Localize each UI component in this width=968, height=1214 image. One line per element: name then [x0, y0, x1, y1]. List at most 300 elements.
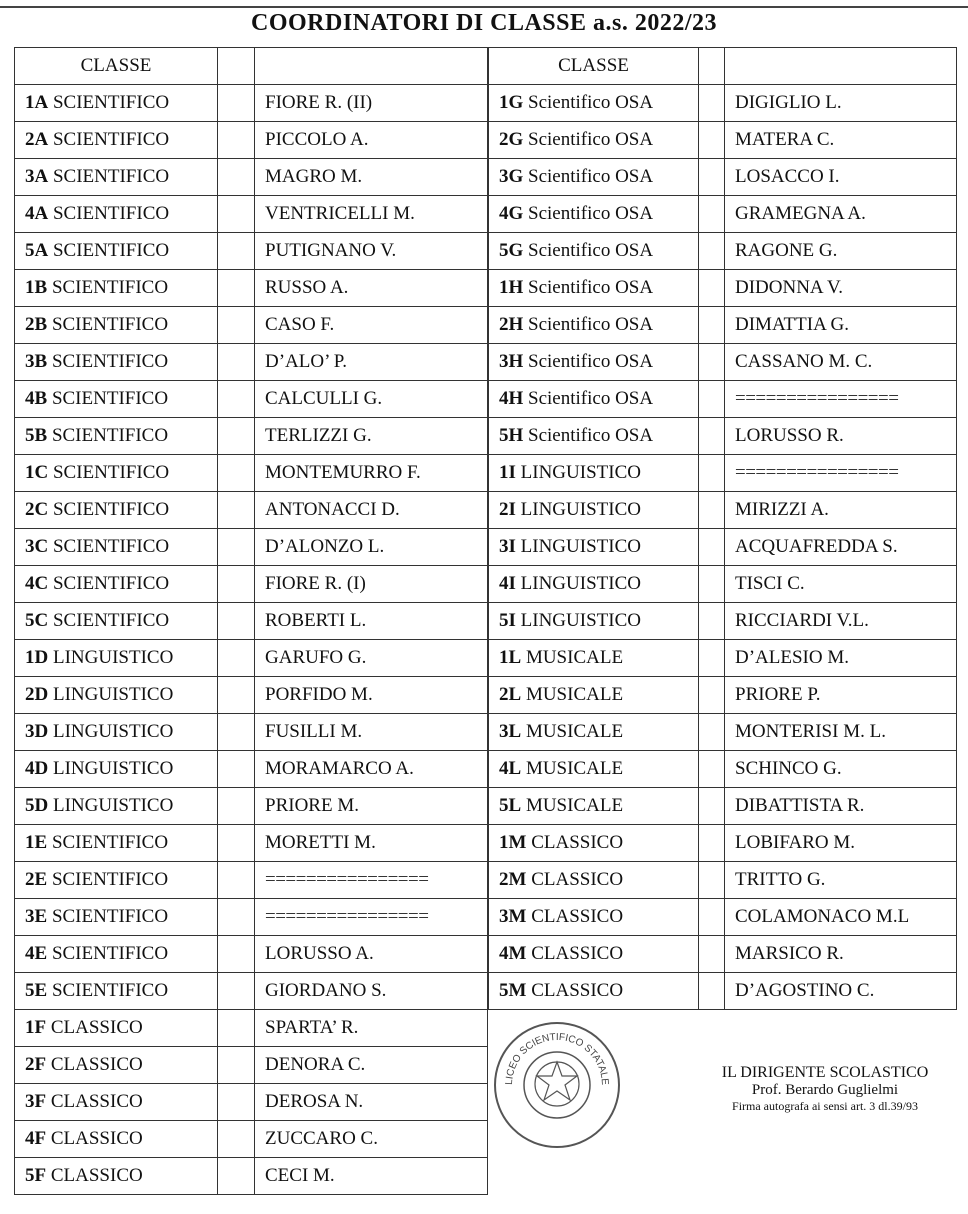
- coordinator-cell: MORETTI M.: [255, 825, 488, 862]
- class-cell: [489, 159, 699, 196]
- table-row: [489, 529, 957, 566]
- spacer-cell: [699, 640, 725, 677]
- class-cell: [489, 640, 699, 677]
- class-cell: [15, 1047, 218, 1084]
- class-type: LINGUISTICO: [520, 499, 641, 520]
- table-row: [489, 936, 957, 973]
- class-cell: [489, 825, 699, 862]
- spacer-cell: [218, 1158, 255, 1195]
- class-cell: [489, 529, 699, 566]
- spacer-cell: [699, 862, 725, 899]
- class-cell: [15, 381, 218, 418]
- table-row: [489, 233, 957, 270]
- spacer-cell: [699, 714, 725, 751]
- table-row: [15, 973, 488, 1010]
- table-row: [489, 418, 957, 455]
- coordinator-cell: RUSSO A.: [255, 270, 488, 307]
- class-cell: [489, 677, 699, 714]
- spacer-cell: [218, 270, 255, 307]
- spacer-cell: [218, 1010, 255, 1047]
- spacer-cell: [218, 307, 255, 344]
- table-row: [15, 1158, 488, 1195]
- table-row: [15, 233, 488, 270]
- spacer-cell: [699, 788, 725, 825]
- table-row: [489, 196, 957, 233]
- class-code: 3M: [499, 906, 527, 927]
- signature-note: Firma autografa ai sensi art. 3 dl.39/93: [732, 1099, 918, 1113]
- table-row: [15, 825, 488, 862]
- class-type: CLASSICO: [50, 1017, 143, 1038]
- class-type: CLASSICO: [531, 832, 624, 853]
- spacer-cell: [218, 566, 255, 603]
- table-row: [15, 455, 488, 492]
- coordinator-cell: LORUSSO A.: [255, 936, 488, 973]
- spacer-cell: [218, 714, 255, 751]
- coordinator-cell: D’AGOSTINO C.: [725, 973, 957, 1010]
- table-row: [15, 529, 488, 566]
- coordinator-cell: MAGRO M.: [255, 159, 488, 196]
- class-type: Scientifico OSA: [528, 425, 654, 446]
- coordinator-cell: ROBERTI L.: [255, 603, 488, 640]
- class-type: SCIENTIFICO: [52, 462, 170, 483]
- table-row: [15, 603, 488, 640]
- coordinator-cell: PICCOLO A.: [255, 122, 488, 159]
- table-row: [15, 1010, 488, 1047]
- spacer-cell: [699, 455, 725, 492]
- coordinator-cell: SPARTA’ R.: [255, 1010, 488, 1047]
- class-cell: [489, 566, 699, 603]
- class-type: MUSICALE: [525, 721, 624, 742]
- class-code: 5G: [499, 240, 524, 261]
- class-cell: [489, 122, 699, 159]
- class-code: 4L: [499, 758, 522, 779]
- coordinator-cell: PUTIGNANO V.: [255, 233, 488, 270]
- table-row: [15, 788, 488, 825]
- table-row: [489, 640, 957, 677]
- class-type: Scientifico OSA: [528, 314, 654, 335]
- class-cell: [15, 233, 218, 270]
- table-row: [15, 936, 488, 973]
- spacer-cell: [699, 233, 725, 270]
- class-cell: [15, 788, 218, 825]
- table-row: [489, 344, 957, 381]
- class-cell: [489, 233, 699, 270]
- class-type: CLASSICO: [50, 1054, 143, 1075]
- spacer-cell: [699, 122, 725, 159]
- class-code: 5L: [499, 795, 522, 816]
- coordinator-cell: DIMATTIA G.: [725, 307, 957, 344]
- table-row: [15, 307, 488, 344]
- spacer-cell: [699, 492, 725, 529]
- class-type: SCIENTIFICO: [51, 869, 169, 890]
- class-code: 2H: [499, 314, 524, 335]
- class-type: CLASSICO: [531, 980, 624, 1001]
- table-row: [489, 85, 957, 122]
- coordinator-cell: TERLIZZI G.: [255, 418, 488, 455]
- spacer-cell: [218, 122, 255, 159]
- table-row: [15, 159, 488, 196]
- class-type: SCIENTIFICO: [52, 536, 170, 557]
- class-type: SCIENTIFICO: [51, 832, 169, 853]
- class-code: 4H: [499, 388, 524, 409]
- class-code: 4B: [25, 388, 48, 409]
- class-cell: [15, 936, 218, 973]
- class-code: 5I: [499, 610, 516, 631]
- class-cell: [489, 418, 699, 455]
- coordinator-cell: DIGIGLIO L.: [725, 85, 957, 122]
- class-cell: [15, 344, 218, 381]
- class-type: SCIENTIFICO: [52, 129, 170, 150]
- coordinator-cell: CASO F.: [255, 307, 488, 344]
- class-type: SCIENTIFICO: [51, 351, 169, 372]
- class-cell: [489, 270, 699, 307]
- class-cell: [15, 159, 218, 196]
- class-cell: [15, 973, 218, 1010]
- header-coordinator: [725, 48, 957, 85]
- class-type: SCIENTIFICO: [52, 573, 170, 594]
- class-cell: [15, 825, 218, 862]
- table-row: [489, 899, 957, 936]
- class-type: Scientifico OSA: [528, 277, 654, 298]
- class-cell: [15, 307, 218, 344]
- spacer-cell: [699, 418, 725, 455]
- class-code: 4D: [25, 758, 49, 779]
- spacer-cell: [218, 640, 255, 677]
- class-cell: [15, 640, 218, 677]
- coordinators-table-left: [14, 47, 488, 1195]
- class-code: 2F: [25, 1054, 47, 1075]
- class-code: 2E: [25, 869, 48, 890]
- class-code: 3L: [499, 721, 522, 742]
- coordinator-cell: ================: [725, 455, 957, 492]
- spacer-cell: [218, 344, 255, 381]
- coordinator-cell: DIDONNA V.: [725, 270, 957, 307]
- table-row: [489, 714, 957, 751]
- class-type: SCIENTIFICO: [51, 425, 169, 446]
- table-row: [15, 677, 488, 714]
- coordinator-cell: ================: [255, 862, 488, 899]
- class-code: 1E: [25, 832, 48, 853]
- spacer-cell: [218, 825, 255, 862]
- class-type: LINGUISTICO: [52, 795, 174, 816]
- class-type: Scientifico OSA: [528, 92, 654, 113]
- class-code: 3H: [499, 351, 524, 372]
- class-cell: [15, 270, 218, 307]
- class-cell: [15, 418, 218, 455]
- school-seal: [492, 1020, 622, 1150]
- table-row: [15, 751, 488, 788]
- class-type: SCIENTIFICO: [51, 277, 169, 298]
- class-cell: [15, 122, 218, 159]
- spacer-cell: [218, 492, 255, 529]
- coordinator-cell: D’ALONZO L.: [255, 529, 488, 566]
- coordinator-cell: CECI M.: [255, 1158, 488, 1195]
- coordinator-cell: GIORDANO S.: [255, 973, 488, 1010]
- class-type: MUSICALE: [525, 795, 624, 816]
- class-code: 3C: [25, 536, 49, 557]
- header-spacer: [218, 48, 255, 85]
- class-type: CLASSICO: [50, 1128, 143, 1149]
- spacer-cell: [699, 307, 725, 344]
- class-code: 1D: [25, 647, 49, 668]
- class-code: 4E: [25, 943, 48, 964]
- coordinator-cell: LOBIFARO M.: [725, 825, 957, 862]
- class-code: 1M: [499, 832, 527, 853]
- spacer-cell: [699, 973, 725, 1010]
- class-code: 3E: [25, 906, 48, 927]
- class-type: LINGUISTICO: [520, 536, 641, 557]
- spacer-cell: [218, 936, 255, 973]
- class-code: 5F: [25, 1165, 47, 1186]
- page-title: COORDINATORI DI CLASSE a.s. 2022/23: [250, 10, 718, 36]
- class-type: SCIENTIFICO: [52, 240, 170, 261]
- table-row: [15, 344, 488, 381]
- spacer-cell: [218, 233, 255, 270]
- spacer-cell: [699, 159, 725, 196]
- class-type: SCIENTIFICO: [52, 610, 170, 631]
- class-type: LINGUISTICO: [52, 647, 174, 668]
- class-cell: [489, 862, 699, 899]
- class-type: SCIENTIFICO: [51, 980, 169, 1001]
- class-type: LINGUISTICO: [52, 758, 174, 779]
- spacer-cell: [218, 603, 255, 640]
- coordinator-cell: MARSICO R.: [725, 936, 957, 973]
- spacer-cell: [699, 825, 725, 862]
- table-row: [489, 603, 957, 640]
- class-cell: [15, 603, 218, 640]
- coordinator-cell: VENTRICELLI M.: [255, 196, 488, 233]
- coordinator-cell: TISCI C.: [725, 566, 957, 603]
- class-code: 4C: [25, 573, 49, 594]
- class-cell: [15, 455, 218, 492]
- coordinator-cell: MORAMARCO A.: [255, 751, 488, 788]
- class-code: 1H: [499, 277, 524, 298]
- coordinator-cell: COLAMONACO M.L: [725, 899, 957, 936]
- spacer-cell: [218, 159, 255, 196]
- class-cell: [489, 788, 699, 825]
- class-code: 5M: [499, 980, 527, 1001]
- spacer-cell: [218, 751, 255, 788]
- table-row: [15, 196, 488, 233]
- class-code: 2A: [25, 129, 49, 150]
- table-row: [15, 899, 488, 936]
- spacer-cell: [218, 381, 255, 418]
- table-row: [489, 270, 957, 307]
- table-row: [15, 418, 488, 455]
- table-row: [15, 381, 488, 418]
- coordinator-cell: ZUCCARO C.: [255, 1121, 488, 1158]
- table-row: [489, 159, 957, 196]
- class-type: SCIENTIFICO: [51, 906, 169, 927]
- class-code: 5A: [25, 240, 49, 261]
- class-cell: [15, 85, 218, 122]
- spacer-cell: [699, 566, 725, 603]
- coordinators-table-right: [488, 47, 957, 1010]
- header-coordinator: [255, 48, 488, 85]
- coordinator-cell: ACQUAFREDDA S.: [725, 529, 957, 566]
- class-type: SCIENTIFICO: [51, 388, 169, 409]
- class-code: 1A: [25, 92, 49, 113]
- class-code: 5C: [25, 610, 49, 631]
- class-cell: [489, 196, 699, 233]
- table-row: [15, 1084, 488, 1121]
- class-code: 5B: [25, 425, 48, 446]
- class-type: LINGUISTICO: [52, 721, 174, 742]
- coordinator-cell: DIBATTISTA R.: [725, 788, 957, 825]
- class-cell: [489, 344, 699, 381]
- class-code: 3B: [25, 351, 48, 372]
- spacer-cell: [699, 270, 725, 307]
- class-code: 3F: [25, 1091, 47, 1112]
- class-type: MUSICALE: [525, 647, 624, 668]
- spacer-cell: [218, 196, 255, 233]
- class-cell: [489, 85, 699, 122]
- class-cell: [15, 1084, 218, 1121]
- class-cell: [15, 714, 218, 751]
- seal-text: LICEO SCIENTIFICO STATALE: [503, 1031, 611, 1086]
- class-type: LINGUISTICO: [520, 573, 641, 594]
- class-type: CLASSICO: [531, 869, 624, 890]
- class-type: CLASSICO: [531, 906, 624, 927]
- coordinator-cell: RICCIARDI V.L.: [725, 603, 957, 640]
- class-cell: [489, 751, 699, 788]
- spacer-cell: [218, 1047, 255, 1084]
- class-type: MUSICALE: [525, 684, 624, 705]
- table-row: [489, 455, 957, 492]
- class-type: CLASSICO: [50, 1165, 143, 1186]
- spacer-cell: [218, 1121, 255, 1158]
- class-cell: [15, 862, 218, 899]
- class-code: 1I: [499, 462, 516, 483]
- class-cell: [15, 529, 218, 566]
- coordinator-cell: PRIORE M.: [255, 788, 488, 825]
- header-spacer: [699, 48, 725, 85]
- coordinator-cell: LOSACCO I.: [725, 159, 957, 196]
- spacer-cell: [218, 973, 255, 1010]
- spacer-cell: [218, 85, 255, 122]
- spacer-cell: [699, 751, 725, 788]
- class-type: SCIENTIFICO: [51, 943, 169, 964]
- table-header-row: [15, 48, 488, 85]
- class-cell: [15, 751, 218, 788]
- spacer-cell: [699, 936, 725, 973]
- class-code: 5D: [25, 795, 49, 816]
- spacer-cell: [699, 196, 725, 233]
- table-header-row: [489, 48, 957, 85]
- table-row: [489, 973, 957, 1010]
- class-code: 1B: [25, 277, 48, 298]
- class-code: 2L: [499, 684, 522, 705]
- spacer-cell: [699, 677, 725, 714]
- table-row: [15, 270, 488, 307]
- class-type: SCIENTIFICO: [52, 166, 170, 187]
- class-cell: [15, 1010, 218, 1047]
- class-type: CLASSICO: [531, 943, 624, 964]
- class-code: 2G: [499, 129, 524, 150]
- coordinator-cell: LORUSSO R.: [725, 418, 957, 455]
- spacer-cell: [218, 788, 255, 825]
- class-type: SCIENTIFICO: [52, 203, 170, 224]
- class-code: 4M: [499, 943, 527, 964]
- table-row: [15, 1047, 488, 1084]
- class-cell: [489, 381, 699, 418]
- table-row: [15, 714, 488, 751]
- class-type: SCIENTIFICO: [52, 92, 170, 113]
- spacer-cell: [218, 677, 255, 714]
- table-row: [489, 307, 957, 344]
- table-row: [489, 788, 957, 825]
- class-cell: [489, 936, 699, 973]
- class-type: Scientifico OSA: [528, 203, 654, 224]
- table-row: [15, 862, 488, 899]
- class-cell: [15, 196, 218, 233]
- table-row: [15, 85, 488, 122]
- class-cell: [489, 307, 699, 344]
- coordinator-cell: PRIORE P.: [725, 677, 957, 714]
- class-code: 3G: [499, 166, 524, 187]
- coordinator-cell: FUSILLI M.: [255, 714, 488, 751]
- class-cell: [489, 973, 699, 1010]
- table-row: [489, 381, 957, 418]
- coordinator-cell: ================: [255, 899, 488, 936]
- coordinator-cell: CALCULLI G.: [255, 381, 488, 418]
- table-row: [15, 566, 488, 603]
- coordinator-cell: RAGONE G.: [725, 233, 957, 270]
- coordinator-cell: FIORE R. (II): [255, 85, 488, 122]
- table-row: [15, 1121, 488, 1158]
- class-code: 3D: [25, 721, 49, 742]
- spacer-cell: [218, 418, 255, 455]
- class-code: 2I: [499, 499, 516, 520]
- signature-block: [680, 1064, 968, 1114]
- spacer-cell: [218, 529, 255, 566]
- class-code: 1G: [499, 92, 524, 113]
- coordinator-cell: TRITTO G.: [725, 862, 957, 899]
- class-code: 4F: [25, 1128, 47, 1149]
- class-code: 2M: [499, 869, 527, 890]
- spacer-cell: [218, 862, 255, 899]
- spacer-cell: [699, 344, 725, 381]
- class-type: CLASSICO: [50, 1091, 143, 1112]
- top-rule: [0, 6, 968, 8]
- class-code: 3A: [25, 166, 49, 187]
- coordinator-cell: DEROSA N.: [255, 1084, 488, 1121]
- class-cell: [15, 566, 218, 603]
- class-type: LINGUISTICO: [52, 684, 174, 705]
- coordinator-cell: DENORA C.: [255, 1047, 488, 1084]
- class-code: 4G: [499, 203, 524, 224]
- header-classe: CLASSE: [15, 48, 218, 85]
- table-row: [15, 122, 488, 159]
- class-cell: [15, 1158, 218, 1195]
- signature-name: Prof. Berardo Guglielmi: [751, 1082, 899, 1098]
- class-code: 2C: [25, 499, 49, 520]
- coordinator-cell: SCHINCO G.: [725, 751, 957, 788]
- class-cell: [15, 492, 218, 529]
- coordinator-cell: ================: [725, 381, 957, 418]
- class-type: SCIENTIFICO: [51, 314, 169, 335]
- coordinator-cell: D’ALO’ P.: [255, 344, 488, 381]
- class-code: 1L: [499, 647, 522, 668]
- spacer-cell: [699, 899, 725, 936]
- table-row: [15, 640, 488, 677]
- coordinator-cell: PORFIDO M.: [255, 677, 488, 714]
- class-type: LINGUISTICO: [520, 462, 641, 483]
- spacer-cell: [218, 455, 255, 492]
- coordinator-cell: CASSANO M. C.: [725, 344, 957, 381]
- coordinator-cell: GARUFO G.: [255, 640, 488, 677]
- class-code: 5E: [25, 980, 48, 1001]
